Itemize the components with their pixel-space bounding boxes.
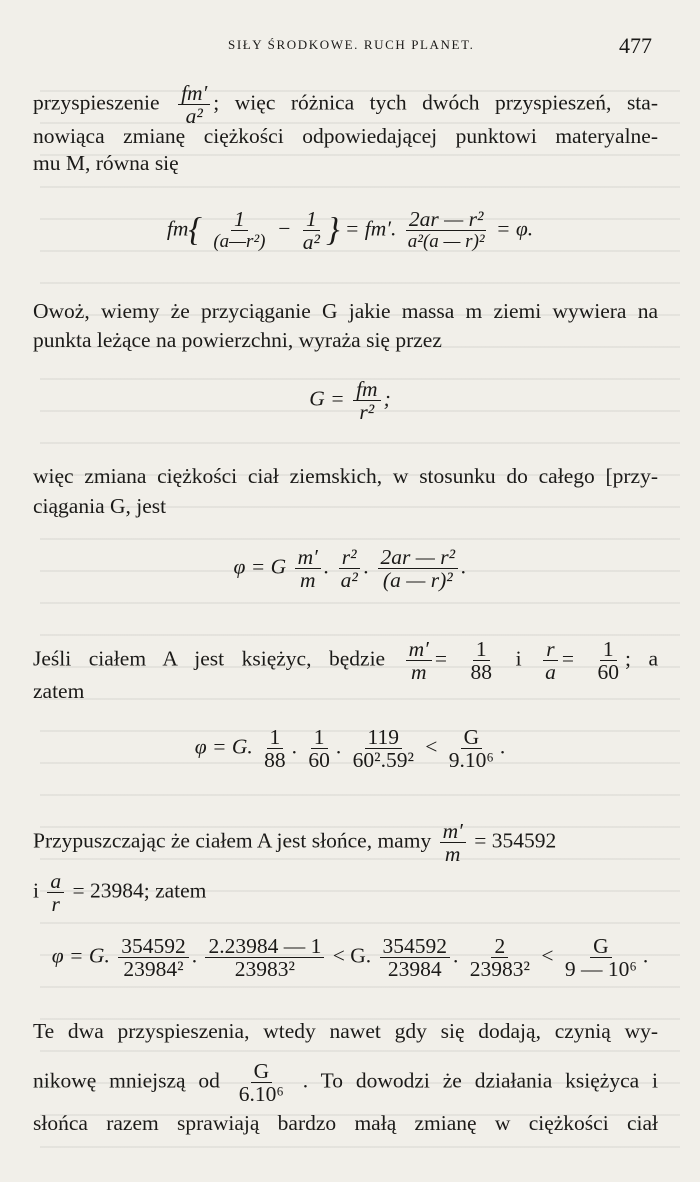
- text-line-8: Jeśli ciałem A jest księżyc, będzie $\frac{m'}{m}$ = $\frac{1}{88}$ i $\frac{r}{a}$ = $\frac{1}{60}$ ; a: [33, 637, 659, 684]
- text-line-6: więc zmiana ciężkości ciał ziemskich, w stosunku do całego [przy-: [33, 464, 658, 488]
- text-line-7: ciągania G, jest: [33, 494, 167, 518]
- text-line-3: mu M, równa się: [33, 151, 179, 175]
- page-number: 477: [619, 33, 652, 58]
- equation-3: φ = G $\frac{m'}{m}$ . $\frac{\text{r²}}{\text{a²}}$ . $\frac{\text{2ar — r²}}{\text{(a — r)²}}$ .: [233, 545, 467, 592]
- text-line-10: Przypuszczając że ciałem A jest słońce, mamy $\frac{m'}{m}$ = 354592: [33, 819, 557, 866]
- text-line-2: nowiąca zmianę ciężkości odpowiedającej punktowi materyalne-: [33, 124, 658, 148]
- text-line-12: Te dwa przyspieszenia, wtedy nawet gdy się dodają, czynią wy-: [33, 1019, 658, 1043]
- text-line-9: zatem: [33, 679, 85, 703]
- text-line-1: przyspieszenie $\frac{fm'}{\text{a²}}$ ; więc różnica tych dwóch przyspieszeń, sta-: [33, 81, 658, 128]
- fraction-fm-prime-over-a-squared: $\frac{fm'}{\text{a²}}$: [178, 82, 210, 127]
- text-line-14: słońca razem sprawiają bardzo małą zmianę w ciężkości ciał: [33, 1111, 658, 1135]
- equation-4: φ = G. $\frac{1}{88}$ . $\frac{1}{60}$ . $\frac{119}{\text{60².59²}}$ < $\frac{G}{\text{9.10⁶}}$ .: [194, 725, 506, 772]
- text-line-4: Owoż, wiemy że przyciąganie G jakie massa m ziemi wywiera na: [33, 299, 658, 323]
- equation-2: G = $\frac{fm}{\text{r²}}$ ;: [309, 377, 391, 424]
- equation-1: fm{ $\frac{1}{\text{(a—r²)}}$ − $\frac{1}{\text{a²}}$ } = fm′. $\frac{\text{2ar — r²}}{\text{a²(a — r)²}}$ = φ.: [166, 207, 534, 254]
- page-header: [0, 33, 700, 57]
- text-line-11: i $\frac{a}{r}$ = 23984; zatem: [33, 869, 207, 916]
- equation-5: φ = G. $\frac{354592}{\text{23984²}}$ . $\frac{2.23984 — 1}{\text{23983²}}$ < G. $\frac{354592}{23984}$ . $\frac{2}{\text{23983²}}$ < $\frac{G}{\text{9 — 10⁶}}$ .: [51, 934, 649, 981]
- text-line-5: punkta leżące na powierzchni, wyraża się przez: [33, 328, 442, 352]
- text-line-13: nikowę mniejszą od $\frac{G}{\text{6.10⁶}}$ . To dowodzi że działania księżyca i: [33, 1059, 659, 1106]
- running-title: SIŁY ŚRODKOWE. RUCH PLANET.: [228, 37, 475, 52]
